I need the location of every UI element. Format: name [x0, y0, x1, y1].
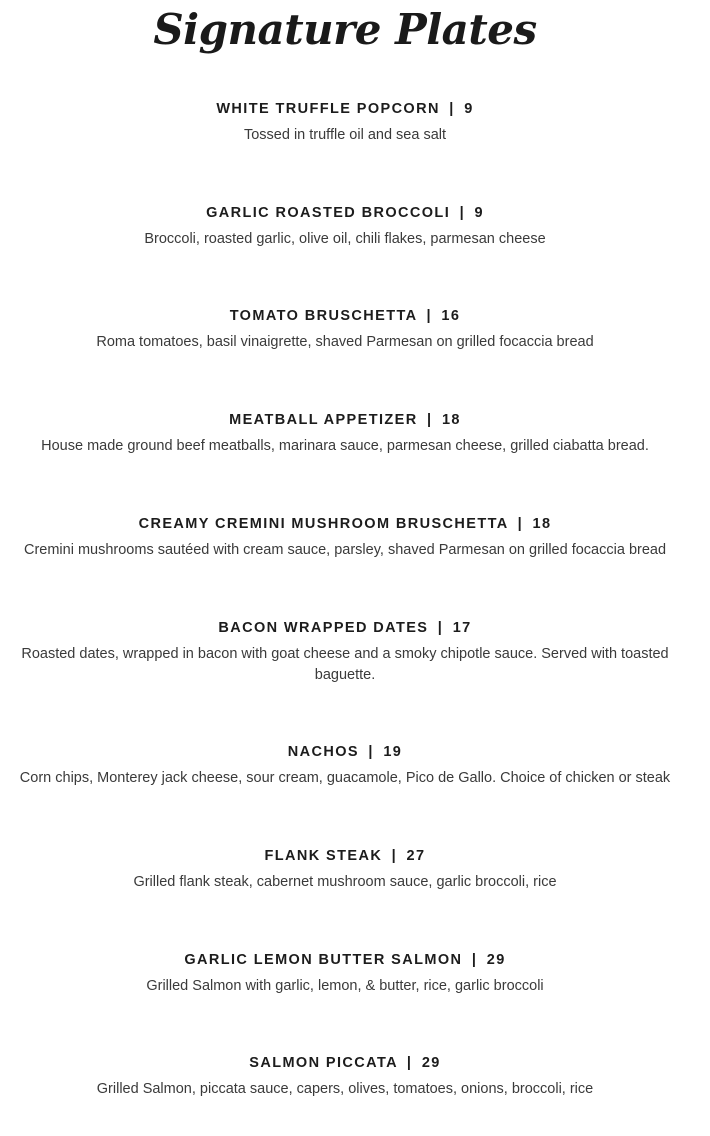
item-name: CREAMY CREMINI MUSHROOM BRUSCHETTA [138, 516, 509, 532]
menu-item [0, 618, 690, 686]
item-description: Grilled flank steak, cabernet mushroom sauce, garlic broccoli, rice [133, 874, 557, 890]
price-separator: | [427, 412, 433, 428]
item-price: 18 [532, 516, 552, 532]
item-name: FLANK STEAK [264, 848, 383, 864]
item-price: 19 [383, 744, 403, 760]
item-heading [18, 306, 672, 327]
price-separator: | [471, 952, 478, 968]
item-description: Corn chips, Monterey jack cheese, sour cream, guacamole, Pico de Gallo. Choice of chicken or steak [19, 770, 671, 786]
item-description: Roasted dates, wrapped in bacon with goat cheese and a smoky chipotle sauce. Served with toasted baguette. [21, 646, 669, 683]
item-heading [18, 99, 672, 120]
item-price: 29 [421, 1055, 441, 1071]
price-separator: | [368, 744, 374, 760]
item-heading [18, 742, 672, 763]
item-description: Roma tomatoes, basil vinaigrette, shaved Parmesan on grilled focaccia bread [96, 334, 594, 350]
item-price: 16 [441, 308, 461, 324]
item-name: GARLIC LEMON BUTTER SALMON [184, 952, 463, 968]
item-heading [18, 203, 672, 224]
price-separator: | [517, 516, 524, 532]
item-name: GARLIC ROASTED BROCCOLI [206, 205, 451, 221]
item-price: 9 [474, 205, 484, 221]
item-name: SALMON PICCATA [249, 1055, 398, 1071]
price-separator: | [449, 101, 455, 117]
menu-list [0, 99, 690, 1100]
item-heading [18, 950, 672, 971]
menu-item [0, 514, 690, 561]
menu-item [0, 410, 690, 457]
item-heading [18, 514, 672, 535]
item-price: 17 [452, 620, 472, 636]
menu-item [0, 950, 690, 997]
item-name: WHITE TRUFFLE POPCORN [216, 101, 440, 117]
item-name: TOMATO BRUSCHETTA [229, 308, 418, 324]
item-price: 9 [464, 101, 474, 117]
menu-item [0, 846, 690, 893]
item-description: Grilled Salmon with garlic, lemon, & butter, rice, garlic broccoli [146, 978, 544, 994]
menu-item [0, 742, 690, 789]
item-description: Cremini mushrooms sautéed with cream sauce, parsley, shaved Parmesan on grilled focaccia bread [23, 542, 667, 558]
price-separator: | [459, 205, 466, 221]
menu-item [0, 306, 690, 353]
item-heading [18, 1053, 672, 1074]
price-separator: | [391, 848, 398, 864]
item-price: 27 [406, 848, 426, 864]
item-description: House made ground beef meatballs, marinara sauce, parmesan cheese, grilled ciabatta bread. [41, 438, 649, 454]
menu-item [0, 1053, 690, 1100]
item-name: MEATBALL APPETIZER [229, 412, 418, 428]
item-description: Broccoli, roasted garlic, olive oil, chili flakes, parmesan cheese [144, 231, 546, 247]
menu-item [0, 99, 690, 146]
item-price: 18 [441, 412, 461, 428]
menu-title: Signature Plates [153, 5, 537, 54]
item-name: BACON WRAPPED DATES [218, 620, 429, 636]
item-name: NACHOS [287, 744, 359, 760]
item-heading [18, 410, 672, 431]
price-separator: | [426, 308, 432, 324]
item-price: 29 [486, 952, 506, 968]
item-description: Tossed in truffle oil and sea salt [243, 127, 447, 143]
item-heading [18, 618, 672, 639]
price-separator: | [406, 1055, 413, 1071]
item-description: Grilled Salmon, piccata sauce, capers, olives, tomatoes, onions, broccoli, rice [96, 1081, 594, 1097]
price-separator: | [437, 620, 444, 636]
menu-item [0, 203, 690, 250]
item-heading [18, 846, 672, 867]
